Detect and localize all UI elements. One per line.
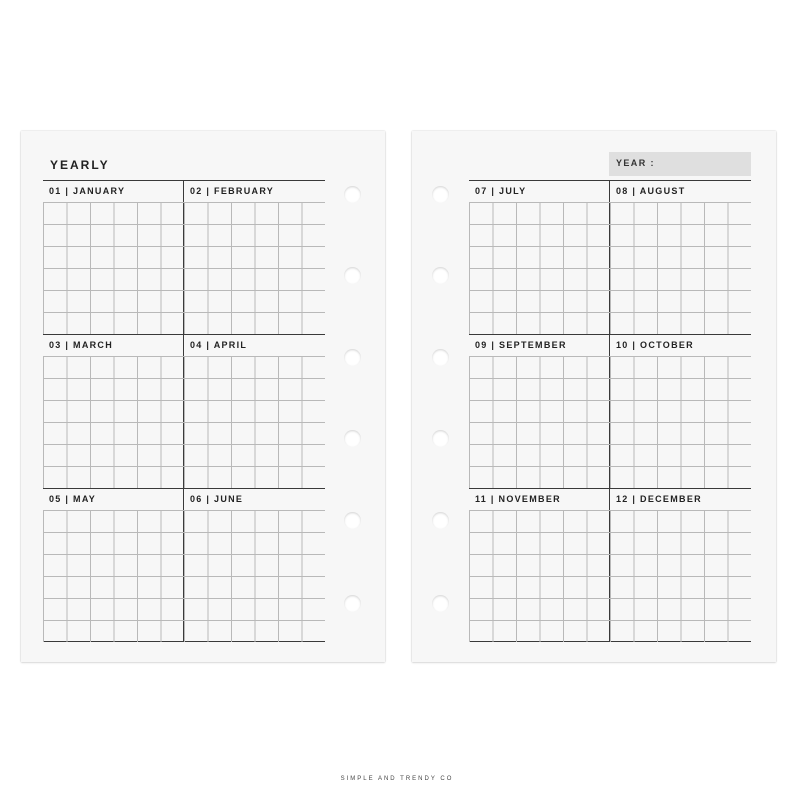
- binder-hole: [432, 267, 449, 284]
- month-block-august: [610, 180, 751, 334]
- binder-hole: [432, 430, 449, 447]
- month-block-january: [43, 180, 184, 334]
- month-label: 04 | APRIL: [190, 340, 248, 350]
- month-label: 02 | FEBRUARY: [190, 186, 275, 196]
- binder-hole: [432, 186, 449, 203]
- month-block-february: [184, 180, 325, 334]
- day-grid[interactable]: [43, 356, 184, 488]
- month-block-december: [610, 488, 751, 642]
- month-label: 10 | OCTOBER: [616, 340, 694, 350]
- month-label: 09 | SEPTEMBER: [475, 340, 567, 350]
- day-grid[interactable]: [469, 510, 610, 642]
- binder-hole: [432, 595, 449, 612]
- month-block-june: [184, 488, 325, 642]
- month-block-october: [610, 334, 751, 488]
- day-grid[interactable]: [469, 356, 610, 488]
- planner-page-left: [21, 131, 385, 662]
- year-label: YEAR :: [616, 158, 655, 168]
- month-label: 01 | JANUARY: [49, 186, 126, 196]
- day-grid[interactable]: [610, 510, 751, 642]
- month-block-april: [184, 334, 325, 488]
- planner-page-right: [412, 131, 776, 662]
- year-field[interactable]: [609, 152, 751, 176]
- page-title: YEARLY: [50, 158, 110, 172]
- month-label: 05 | MAY: [49, 494, 97, 504]
- day-grid[interactable]: [184, 356, 325, 488]
- day-grid[interactable]: [610, 356, 751, 488]
- month-label: 07 | JULY: [475, 186, 527, 196]
- day-grid[interactable]: [184, 202, 325, 334]
- binder-hole: [344, 349, 361, 366]
- month-label: 12 | DECEMBER: [616, 494, 702, 504]
- month-block-september: [469, 334, 610, 488]
- day-grid[interactable]: [469, 202, 610, 334]
- month-grid-right: [469, 180, 751, 642]
- binder-hole: [344, 430, 361, 447]
- binder-hole: [432, 349, 449, 366]
- month-block-march: [43, 334, 184, 488]
- day-grid[interactable]: [184, 510, 325, 642]
- month-block-may: [43, 488, 184, 642]
- month-block-july: [469, 180, 610, 334]
- month-label: 11 | NOVEMBER: [475, 494, 561, 504]
- day-grid[interactable]: [43, 510, 184, 642]
- binder-hole: [432, 512, 449, 529]
- month-block-november: [469, 488, 610, 642]
- binder-hole: [344, 267, 361, 284]
- month-grid-left: [43, 180, 325, 642]
- month-label: 06 | JUNE: [190, 494, 244, 504]
- month-label: 03 | MARCH: [49, 340, 114, 350]
- binder-hole: [344, 595, 361, 612]
- binder-hole: [344, 186, 361, 203]
- binder-hole: [344, 512, 361, 529]
- day-grid[interactable]: [43, 202, 184, 334]
- month-label: 08 | AUGUST: [616, 186, 686, 196]
- day-grid[interactable]: [610, 202, 751, 334]
- brand-footer: SIMPLE AND TRENDY CO: [340, 776, 454, 782]
